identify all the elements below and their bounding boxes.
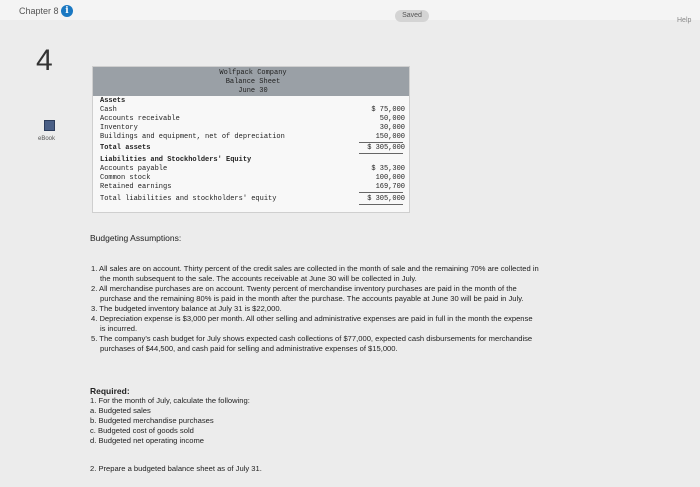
value-accounts-payable: $ 35,300 <box>371 165 405 173</box>
value-retained-earnings: 169,700 <box>375 183 405 191</box>
value-cash: $ 75,000 <box>371 106 405 114</box>
assumptions-heading: Budgeting Assumptions: <box>90 233 182 243</box>
statement-name: Balance Sheet <box>225 78 281 86</box>
info-icon[interactable]: i <box>61 5 73 17</box>
assets-heading: Assets <box>100 97 126 105</box>
row-buildings-equipment: Buildings and equipment, net of depreciation <box>100 133 285 141</box>
total-line <box>359 153 403 154</box>
question-number: 4 <box>36 44 53 77</box>
assumption-line: purchase and the remaining 80% is paid in the month after the purchase. The accounts payable at June 30 will be paid in July. <box>100 294 524 303</box>
top-bar <box>0 0 700 20</box>
liabilities-heading: Liabilities and Stockholders' Equity <box>100 156 252 164</box>
row-inventory: Inventory <box>100 124 138 132</box>
ebook-link[interactable]: eBook <box>38 136 56 142</box>
assumption-line: 4. Depreciation expense is $3,000 per month. All other selling and administrative expenses are paid in full in the month the expense <box>91 314 533 323</box>
value-inventory: 30,000 <box>379 124 405 132</box>
assumption-line: purchases of $44,500, and cash paid for selling and administrative expenses of $15,000. <box>100 344 398 353</box>
balance-sheet-header <box>93 67 409 96</box>
subtotal-line <box>359 192 403 193</box>
ebook-icon[interactable] <box>44 120 55 131</box>
row-accounts-payable: Accounts payable <box>100 165 168 173</box>
value-total-assets: $ 305,000 <box>367 144 405 152</box>
assumption-line: the month subsequent to the sale. The accounts receivable at June 30 will be collected in July. <box>100 274 417 283</box>
row-accounts-receivable: Accounts receivable <box>100 115 180 123</box>
assumption-line: is incurred. <box>100 324 138 333</box>
required-final-line: 2. Prepare a budgeted balance sheet as of July 31. <box>90 464 262 473</box>
value-total-liabilities-equity: $ 305,000 <box>367 195 405 203</box>
row-retained-earnings: Retained earnings <box>100 183 172 191</box>
chapter-label: Chapter 8 <box>19 6 59 16</box>
row-cash: Cash <box>100 106 117 114</box>
subtotal-line <box>359 142 403 143</box>
required-line: c. Budgeted cost of goods sold <box>90 426 194 435</box>
row-total-liabilities-equity: Total liabilities and stockholders' equity <box>100 195 277 203</box>
required-line: 1. For the month of July, calculate the following: <box>90 396 250 405</box>
value-buildings-equipment: 150,000 <box>375 133 405 141</box>
company-name: Wolfpack Company <box>219 69 287 77</box>
statement-date: June 30 <box>238 87 268 95</box>
total-line <box>359 204 403 205</box>
required-line: b. Budgeted merchandise purchases <box>90 416 214 425</box>
assumption-line: 5. The company's cash budget for July shows expected cash collections of $77,000, expected cash disbursements for merchandise <box>91 334 533 343</box>
saved-status: Saved <box>395 10 429 22</box>
value-accounts-receivable: 50,000 <box>379 115 405 123</box>
required-heading: Required: <box>90 386 130 396</box>
assumption-line: 1. All sales are on account. Thirty percent of the credit sales are collected in the month of sale and the remaining 70% are collected in <box>91 264 539 273</box>
help-link[interactable]: Help <box>677 17 692 24</box>
required-line: d. Budgeted net operating income <box>90 436 204 445</box>
required-line: a. Budgeted sales <box>90 406 151 415</box>
row-total-assets: Total assets <box>100 144 151 152</box>
row-common-stock: Common stock <box>100 174 151 182</box>
value-common-stock: 100,000 <box>375 174 405 182</box>
assumption-line: 2. All merchandise purchases are on account. Twenty percent of merchandise inventory purchases are paid in the month of the <box>91 284 517 293</box>
assumption-line: 3. The budgeted inventory balance at July 31 is $22,000. <box>91 304 282 313</box>
balance-sheet <box>92 66 410 213</box>
